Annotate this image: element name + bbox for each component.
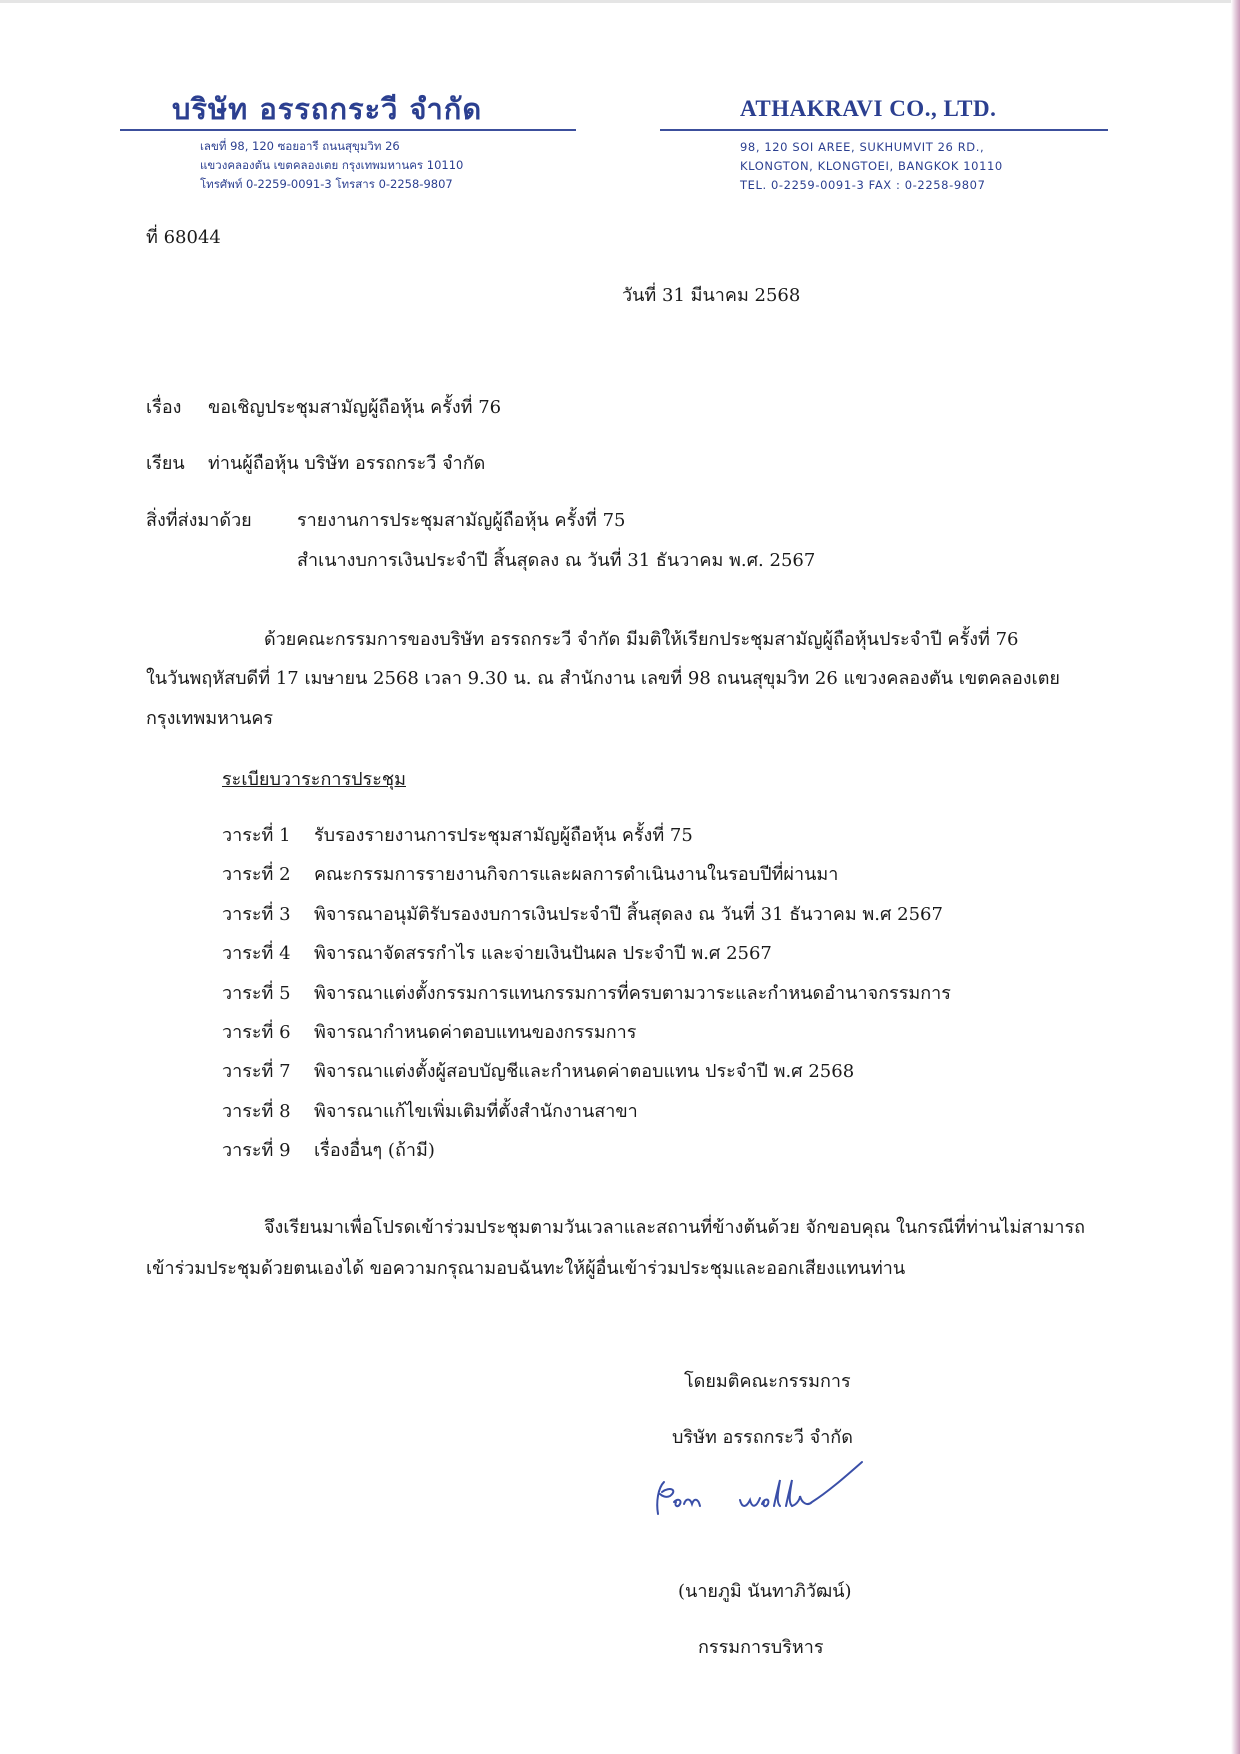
address-line: TEL. 0-2259-0091-3 FAX : 0-2258-9807 xyxy=(740,178,986,192)
company-address-thai xyxy=(200,137,463,194)
agenda-title: ระเบียบวาระการประชุม xyxy=(222,769,406,790)
intro-paragraph-line: กรุงเทพมหานคร xyxy=(146,708,274,729)
agenda-item-label: วาระที่ 6 xyxy=(222,1021,291,1043)
company-name-english: ATHAKRAVI CO., LTD. xyxy=(740,96,997,121)
document-number: ที่ 68044 xyxy=(146,227,221,248)
agenda-item-text: พิจารณาอนุมัติรับรองงบการเงินประจำปี สิ้นสุดลง ณ วันที่ 31 ธันวาคม พ.ศ 2567 xyxy=(314,903,943,925)
subject-text: ขอเชิญประชุมสามัญผู้ถือหุ้น ครั้งที่ 76 xyxy=(208,397,502,418)
company-address-english xyxy=(740,138,1003,195)
letterhead-rule-right xyxy=(660,129,1108,131)
company-name-thai: บริษัท อรรถกระวี จำกัด xyxy=(172,92,483,126)
agenda-item-text: พิจารณาแต่งตั้งกรรมการแทนกรรมการที่ครบตามวาระและกำหนดอำนาจกรรมการ xyxy=(314,982,951,1004)
agenda-item-text: พิจารณาจัดสรรกำไร และจ่ายเงินปันผล ประจำปี พ.ศ 2567 xyxy=(314,943,772,965)
agenda-item-text: เรื่องอื่นๆ (ถ้ามี) xyxy=(314,1140,435,1162)
agenda-item-text: พิจารณากำหนดค่าตอบแทนของกรรมการ xyxy=(314,1021,637,1043)
agenda-item-label: วาระที่ 7 xyxy=(222,1061,291,1083)
agenda-item-text: พิจารณาแต่งตั้งผู้สอบบัญชีและกำหนดค่าตอบแทน ประจำปี พ.ศ 2568 xyxy=(314,1061,855,1083)
enclosures-label: สิ่งที่ส่งมาด้วย xyxy=(146,510,252,531)
scan-right-edge xyxy=(1231,0,1240,1754)
closing-paragraph-line: เข้าร่วมประชุมด้วยตนเองได้ ขอความกรุณามอบฉันทะให้ผู้อื่นเข้าร่วมประชุมและออกเสียงแทนท่าน xyxy=(146,1258,906,1279)
agenda-item-label: วาระที่ 1 xyxy=(222,825,291,846)
enclosure-item: สำเนางบการเงินประจำปี สิ้นสุดลง ณ วันที่ 31 ธันวาคม พ.ศ. 2567 xyxy=(297,550,816,571)
agenda-item-label: วาระที่ 3 xyxy=(222,903,291,925)
signature-company: บริษัท อรรถกระวี จำกัด xyxy=(672,1427,853,1448)
recipient-label: เรียน xyxy=(146,453,185,474)
recipient-text: ท่านผู้ถือหุ้น บริษัท อรรถกระวี จำกัด xyxy=(208,453,486,474)
agenda-item-text: รับรองรายงานการประชุมสามัญผู้ถือหุ้น ครั้งที่ 75 xyxy=(314,825,693,846)
letterhead-rule-left xyxy=(120,129,576,131)
signatory-title: กรรมการบริหาร xyxy=(698,1637,824,1658)
agenda-item-text: คณะกรรมการรายงานกิจการและผลการดำเนินงานในรอบปีที่ผ่านมา xyxy=(314,864,839,886)
document-date: วันที่ 31 มีนาคม 2568 xyxy=(622,285,801,306)
agenda-item-label: วาระที่ 5 xyxy=(222,982,291,1004)
signatory-name: (นายภูมิ นันทาภิวัฒน์) xyxy=(678,1581,852,1602)
address-line: KLONGTON, KLONGTOEI, BANGKOK 10110 xyxy=(740,159,1003,173)
handwritten-signature xyxy=(650,1452,870,1532)
signature-closing: โดยมติคณะกรรมการ xyxy=(684,1371,851,1392)
intro-paragraph-line: ในวันพฤหัสบดีที่ 17 เมษายน 2568 เวลา 9.30 น. ณ สำนักงาน เลขที่ 98 ถนนสุขุมวิท 26 แขวงคลองตัน เขตคลองเตย xyxy=(146,668,1060,689)
closing-paragraph-line: จึงเรียนมาเพื่อโปรดเข้าร่วมประชุมตามวันเวลาและสถานที่ข้างต้นด้วย จักขอบคุณ ในกรณีที่ท่านไม่สามารถ xyxy=(264,1217,1086,1238)
agenda-item-text: พิจารณาแก้ไขเพิ่มเติมที่ตั้งสำนักงานสาขา xyxy=(314,1100,638,1122)
enclosure-item: รายงานการประชุมสามัญผู้ถือหุ้น ครั้งที่ 75 xyxy=(297,510,626,531)
address-line: 98, 120 SOI AREE, SUKHUMVIT 26 RD., xyxy=(740,140,985,154)
subject-label: เรื่อง xyxy=(146,397,182,418)
agenda-item-label: วาระที่ 8 xyxy=(222,1100,291,1122)
address-line: โทรศัพท์ 0-2259-0091-3 โทรสาร 0-2258-9807 xyxy=(200,177,453,191)
address-line: เลขที่ 98, 120 ซอยอารี ถนนสุขุมวิท 26 xyxy=(200,139,400,153)
address-line: แขวงคลองตัน เขตคลองเตย กรุงเทพมหานคร 10110 xyxy=(200,158,464,172)
agenda-item-label: วาระที่ 4 xyxy=(222,943,291,965)
scan-top-edge xyxy=(0,0,1240,3)
agenda-item-label: วาระที่ 2 xyxy=(222,864,291,886)
intro-paragraph-line: ด้วยคณะกรรมการของบริษัท อรรถกระวี จำกัด มีมติให้เรียกประชุมสามัญผู้ถือหุ้นประจำปี ครั้งที่ 76 xyxy=(264,629,1019,650)
agenda-item-label: วาระที่ 9 xyxy=(222,1140,291,1162)
